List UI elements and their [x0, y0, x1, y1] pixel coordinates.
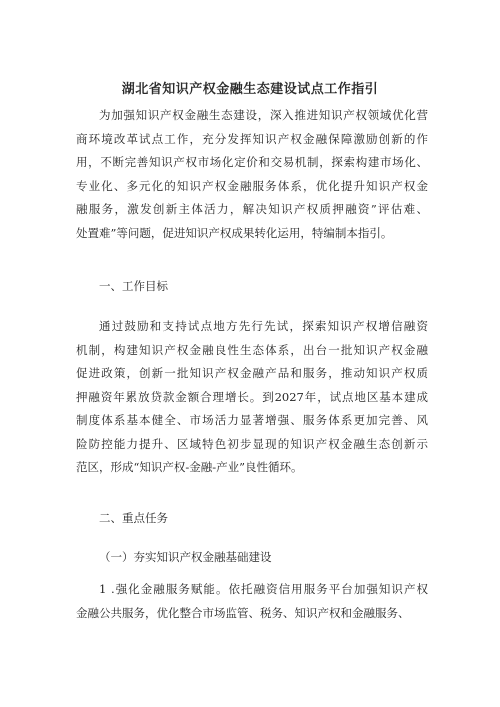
intro-line: 处置难”等问题，促进知识产权成果转化运用，特编制本指引。 — [76, 225, 393, 240]
goals-line: 机制，构建知识产权金融良性生态体系，出台一批知识产权金融 — [76, 342, 428, 357]
intro-line: 专业化、多元化的知识产权金融服务体系，优化提升知识产权金 — [76, 178, 428, 193]
intro-line: 商环境改革试点工作，充分发挥知识产权金融保障激励创新的作 — [76, 131, 428, 146]
item1-line: 金融公共服务，优化整合市场监管、税务、知识产权和金融服务、 — [76, 605, 410, 620]
section-heading-goals: 一、工作目标 — [99, 279, 168, 293]
item1-paragraph — [76, 578, 428, 625]
subsection-heading: （一）夯实知识产权金融基础建设 — [99, 550, 272, 564]
intro-line: 用，不断完善知识产权市场化定价和交易机制，探索构建市场化、 — [76, 155, 428, 169]
goals-paragraph — [76, 315, 428, 480]
goals-line: 范区，形成“知识产权-金融-产业”良性循环。 — [76, 460, 303, 474]
item1-line: 1 .强化金融服务赋能。依托融资信用服务平台加强知识产权 — [99, 582, 428, 596]
section-heading-tasks: 二、重点任务 — [99, 511, 168, 525]
intro-paragraph — [76, 104, 428, 245]
goals-line: 促进政策，创新一批知识产权金融产品和服务，推动知识产权质 — [76, 366, 428, 380]
goals-line: 制度体系基本健全、市场活力显著增强、服务体系更加完善、风 — [76, 413, 428, 427]
intro-line: 融服务，激发创新主体活力，解决知识产权质押融资”评估难、 — [76, 202, 428, 216]
intro-line: 为加强知识产权金融生态建设，深入推进知识产权领域优化营 — [99, 108, 428, 122]
document-title: 湖北省知识产权金融生态建设试点工作指引 — [121, 82, 379, 97]
goals-line: 押融资年累放贷款金额合理增长。到2027年，试点地区基本建成 — [76, 389, 428, 404]
goals-line: 通过鼓励和支持试点地方先行先试，探索知识产权增信融资 — [99, 319, 428, 333]
goals-line: 险防控能力提升、区域特色初步显现的知识产权金融生态创新示 — [76, 436, 428, 451]
